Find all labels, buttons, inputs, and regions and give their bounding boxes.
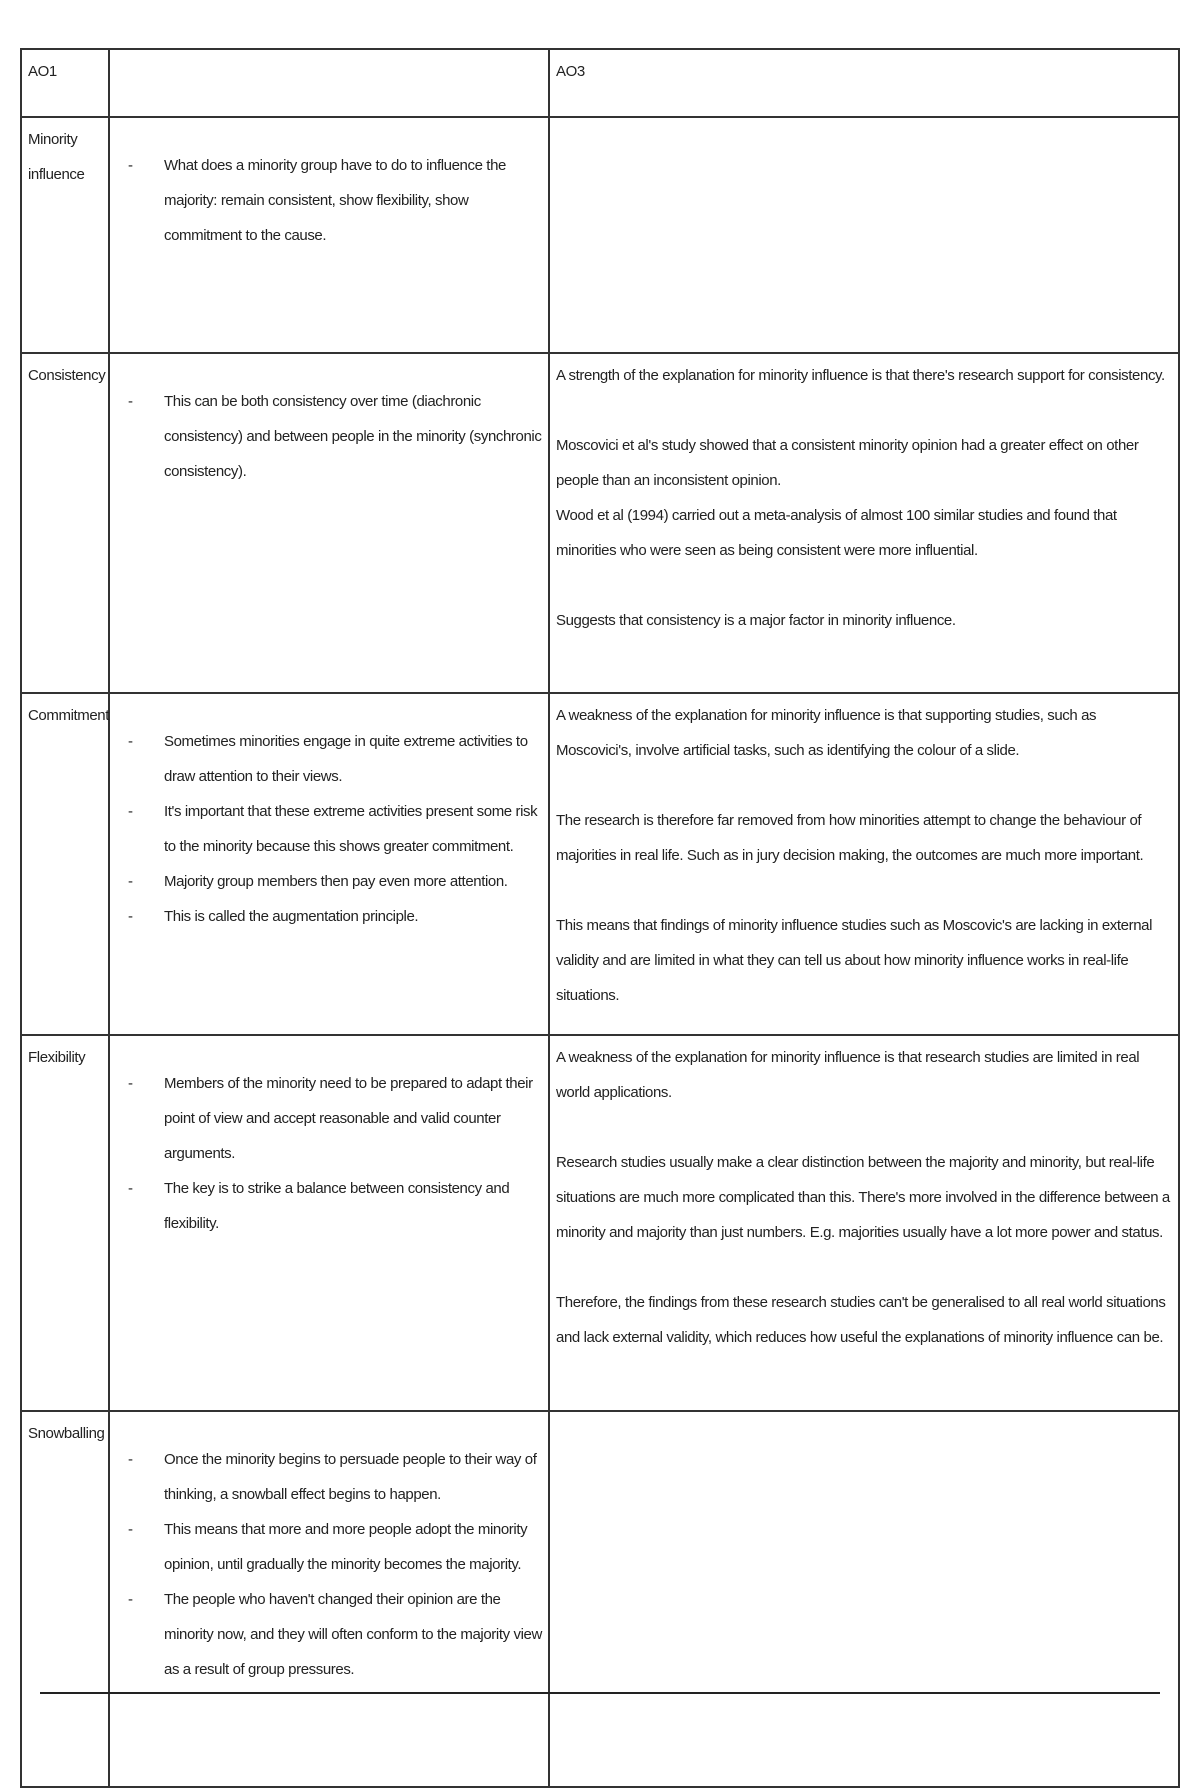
ao3-cell-empty <box>549 117 1179 353</box>
ao3-paragraph: The research is therefore far removed from how minorities attempt to change the behaviour of majorities in real life. Such as in jury decision making, the outcomes are much more important. <box>556 812 1144 864</box>
ao1-bullet: - This means that more and more people adopt the minority opinion, until gradually the minority becomes the majority. <box>128 1512 544 1582</box>
ao3-cell <box>549 693 1179 1035</box>
header-ao3: AO3 <box>549 49 1179 117</box>
row-label: Commitment <box>21 693 109 1035</box>
ao1-bullet-list <box>128 1066 544 1241</box>
row-label: Minority influence <box>21 117 109 353</box>
ao3-paragraph: A weakness of the explanation for minority influence is that research studies are limited in real world applications. <box>556 1049 1140 1101</box>
ao3-cell <box>549 1035 1179 1411</box>
row-minority-influence <box>21 117 1179 353</box>
ao1-bullet: - The key is to strike a balance between consistency and flexibility. <box>128 1171 544 1241</box>
ao3-paragraph: Research studies usually make a clear distinction between the majority and minority, but real-life situations are much more complicated than this. There's more involved in the difference between a minority and majority than just numbers. E.g. majorities usually have a lot more power and status. <box>556 1154 1170 1241</box>
ao1-bullet-list <box>128 724 544 934</box>
ao1-bullet: - Once the minority begins to persuade people to their way of thinking, a snowball effect begins to happen. <box>128 1442 544 1512</box>
ao1-bullet: - Members of the minority need to be prepared to adapt their point of view and accept reasonable and valid counter arguments. <box>128 1066 544 1171</box>
ao3-paragraph: Suggests that consistency is a major factor in minority influence. <box>556 612 956 629</box>
ao3-cell <box>549 353 1179 693</box>
header-blank <box>109 49 549 117</box>
ao1-bullet: - What does a minority group have to do to influence the majority: remain consistent, show flexibility, show commitment to the cause. <box>128 148 544 253</box>
ao1-bullet-list <box>128 148 544 253</box>
header-ao1: AO1 <box>21 49 109 117</box>
ao3-paragraph: Therefore, the findings from these research studies can't be generalised to all real world situations and lack external validity, which reduces how useful the explanations of minority influence can be. <box>556 1294 1166 1346</box>
ao1-cell <box>109 353 549 693</box>
ao1-bullet-list <box>128 1442 544 1687</box>
ao1-bullet: - This can be both consistency over time (diachronic consistency) and between people in the minority (synchronic consistency). <box>128 384 544 489</box>
ao-table <box>20 48 1180 1788</box>
ao1-cell <box>109 1411 549 1787</box>
row-snowballing <box>21 1411 1179 1787</box>
row-label: Snowballing <box>21 1411 109 1787</box>
ao3-paragraph: This means that findings of minority influence studies such as Moscovic's are lacking in external validity and are limited in what they can tell us about how minority influence works in real-life situations. <box>556 917 1153 1004</box>
ao1-cell <box>109 693 549 1035</box>
ao1-cell <box>109 117 549 353</box>
header-row <box>21 49 1179 117</box>
ao1-bullet: - It's important that these extreme activities present some risk to the minority because this shows greater commitment. <box>128 794 544 864</box>
ao1-bullet: - This is called the augmentation principle. <box>128 899 544 934</box>
ao3-paragraph: Moscovici et al's study showed that a consistent minority opinion had a greater effect on other people than an inconsistent opinion. Wood et al (1994) carried out a meta-analysis of almost 100 similar studies and found that minorities who were seen as being consistent were more influential. <box>556 437 1139 559</box>
ao1-bullet: - The people who haven't changed their opinion are the minority now, and they will often conform to the majority view as a result of group pressures. <box>128 1582 544 1687</box>
ao3-paragraph: A weakness of the explanation for minority influence is that supporting studies, such as Moscovici's, involve artificial tasks, such as identifying the colour of a slide. <box>556 707 1097 759</box>
ao1-bullet: - Majority group members then pay even more attention. <box>128 864 544 899</box>
row-label: Flexibility <box>21 1035 109 1411</box>
ao3-paragraph: A strength of the explanation for minority influence is that there's research support for consistency. <box>556 367 1165 384</box>
row-flexibility <box>21 1035 1179 1411</box>
row-label: Consistency <box>21 353 109 693</box>
ao3-cell-empty <box>549 1411 1179 1787</box>
ao1-bullet-list <box>128 384 544 489</box>
ao1-bullet: - Sometimes minorities engage in quite extreme activities to draw attention to their views. <box>128 724 544 794</box>
row-consistency <box>21 353 1179 693</box>
ao1-cell <box>109 1035 549 1411</box>
footer-divider <box>40 1692 1160 1694</box>
row-commitment <box>21 693 1179 1035</box>
